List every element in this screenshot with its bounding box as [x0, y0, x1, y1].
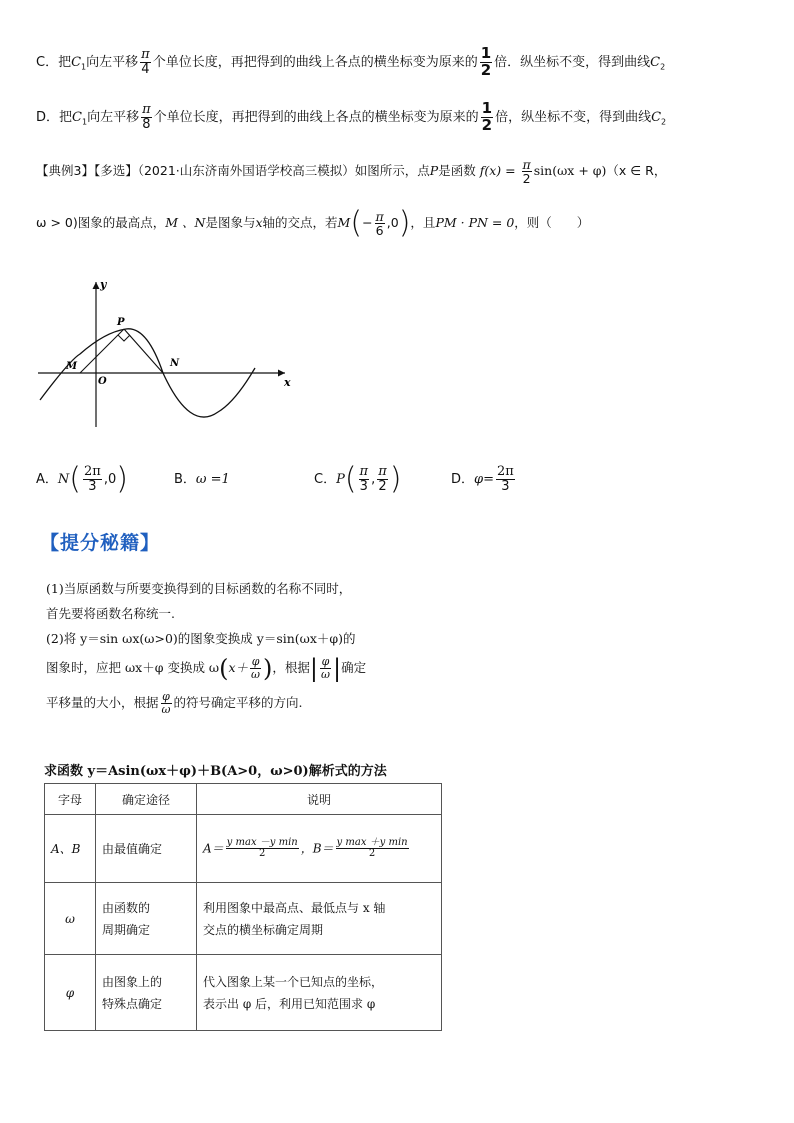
point-m-label: M: [66, 361, 78, 372]
shift-fraction: $\frac{\pi}{8}$: [142, 102, 151, 132]
pi-over-two: $\frac{\pi}{2}$: [522, 156, 531, 186]
m-coordinate-fraction: $\frac{\pi}{6}$: [375, 208, 384, 238]
tips-body: (1)当原函数与所要变换得到的目标函数的名称不同时， 首先要将函数名称统一. (2)将 y＝sin ωx(ω>0)的图象变换成 y＝sin(ωx＋φ)的 图象时，应把 ωx＋φ 变换成 ω(x＋ $\frac{\varphi}{\omega}$ )，根据| $\frac{\varphi}{\omega}$ |确定 平移量的大小，根据 $\frac{\varphi}{\omega}$ 的符号确定平移的方向.: [46, 581, 367, 716]
example-line-1: 【典例3】【多选】（2021·山东济南外国语学校高三模拟）如图所示，点P是函数 f(x) = $\frac{\pi}{2}$ sin(ωx + φ)（x ∈ R，: [36, 156, 667, 186]
method-table: [44, 783, 442, 1031]
table-header-row: 字母 确定途径 说明: [45, 784, 442, 815]
segment-pm: [80, 329, 124, 373]
half-fraction: $\frac{1}{2}$: [480, 44, 492, 79]
x-axis-label: x: [284, 376, 291, 389]
shift-fraction: $\frac{\pi}{4}$: [141, 47, 150, 77]
origin-label: O: [98, 376, 107, 387]
right-angle-mark: [118, 335, 130, 341]
vector-condition: PM · PN = 0: [435, 215, 515, 230]
answer-a: A．N( $\frac{2\pi}{3}$ ,0): [36, 461, 128, 497]
table-row: ω 由函数的 周期确定 利用图象中最高点、最低点与 x 轴 交点的横坐标确定周期: [45, 883, 442, 955]
answer-c: C．P( $\frac{\pi}{3}$ , $\frac{\pi}{2}$ ): [314, 461, 402, 497]
answer-d: D．φ= $\frac{2\pi}{3}$: [451, 464, 514, 494]
table-row: A、B 由最值确定 A＝ $\frac{\text{y max －y min}}{2}$ ，B＝ $\frac{\text{y max ＋y min}}{2}$: [45, 815, 442, 883]
example-line-2: ω > 0)图象的最高点，M 、N是图象与x轴的交点，若M(− $\frac{\pi}{6}$ ,0)，且PM · PN = 0，则（ ）: [36, 205, 590, 241]
tips-heading: 【提分秘籍】: [40, 532, 161, 554]
table-row: φ 由图象上的 特殊点确定 代入图象上某一个已知点的坐标， 表示出 φ 后，利用已知范围求 φ: [45, 955, 442, 1031]
y-axis-label: y: [100, 278, 107, 291]
answer-b: B．ω =1: [174, 472, 230, 487]
half-fraction: $\frac{1}{2}$: [481, 99, 493, 134]
method-title: 求函数 y＝Asin(ωx＋φ)＋B(A>0，ω>0)解析式的方法: [44, 764, 387, 779]
option-c-label: C．把: [36, 54, 72, 70]
example-tag: 【典例3】【多选】: [36, 163, 138, 178]
option-d: D．把$C_1$向左平移 $\frac{\pi}{8}$ 个单位长度，再把得到的曲线上各点的横坐标变为原来的 $\frac{1}{2}$ 倍，纵坐标不变，得到曲线$C_2$: [36, 99, 667, 134]
option-c: C．把$C_1$向左平移 $\frac{\pi}{4}$ 个单位长度，再把得到的曲线上各点的横坐标变为原来的 $\frac{1}{2}$ 倍．纵坐标不变，得到曲线$C_2$: [36, 44, 666, 79]
option-d-label: D．把: [36, 109, 73, 125]
point-p-label: P: [117, 317, 125, 328]
sine-graph-figure: [30, 272, 300, 432]
point-n-label: N: [170, 358, 180, 369]
